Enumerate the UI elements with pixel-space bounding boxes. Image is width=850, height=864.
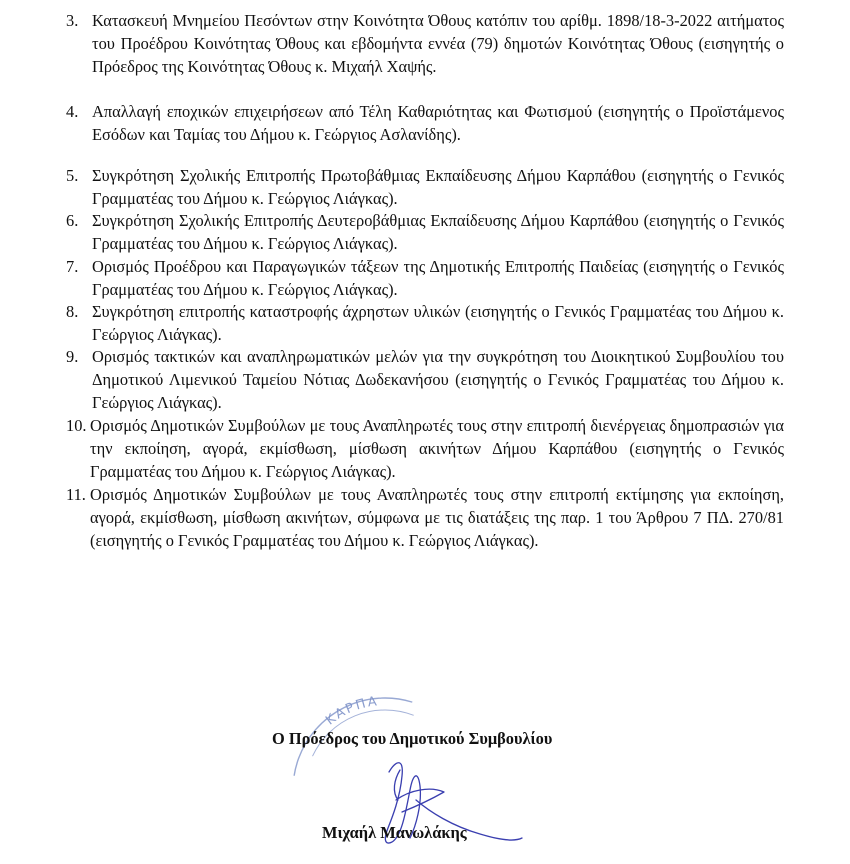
- item-number: 3.: [66, 11, 79, 30]
- item-text: Απαλλαγή εποχικών επιχειρήσεων από Τέλη Καθαριότητας και Φωτισμού (εισηγητής ο Προϊστάμενος Εσόδων και Ταμίας του Δήμου κ. Γεώργιος Ασλανίδης).: [92, 102, 784, 144]
- signatory-title: Ο Πρόεδρος του Δημοτικού Συμβουλίου: [272, 729, 553, 748]
- item-number: 5.: [66, 166, 79, 185]
- item-text: Ορισμός Προέδρου και Παραγωγικών τάξεων της Δημοτικής Επιτροπής Παιδείας (εισηγητής ο Γενικός Γραμματέας του Δήμου κ. Γεώργιος Λιάγκας).: [92, 257, 784, 299]
- item-number: 6.: [66, 211, 79, 230]
- item-number: 4.: [66, 102, 79, 121]
- item-number: 10.: [66, 416, 87, 435]
- svg-text:ΚΑΡΠΑ: ΚΑΡΠΑ: [323, 694, 380, 729]
- item-text: Ορισμός Δημοτικών Συμβούλων με τους Αναπληρωτές τους στην επιτροπή εκτίμησης για εκποίηση, αγορά, εκμίσθωση, μίσθωση ακινήτων, σύμφωνα με τις διατάξεις της παρ. 1 του Άρθρου 7 ΠΔ. 270/81 (εισηγητής ο Γενικός Γραμματέας του Δήμου κ. Γεώργιος Λιάγκας).: [90, 485, 784, 550]
- signatory-name: Μιχαήλ Μανωλάκης: [322, 823, 467, 842]
- item-text: Συγκρότηση επιτροπής καταστροφής άχρηστων υλικών (εισηγητής ο Γενικός Γραμματέας του Δήμου κ. Γεώργιος Λιάγκας).: [92, 302, 784, 344]
- item-text: Ορισμός Δημοτικών Συμβούλων με τους Αναπληρωτές τους στην επιτροπή διενέργειας δημοπρασιών για την εκποίηση, αγορά, εκμίσθωση, μίσθωση ακινήτων Δήμου Καρπάθου (εισηγητής ο Γενικός Γραμματέας του Δήμου κ. Γεώργιος Λιάγκας).: [90, 416, 784, 481]
- item-text: Συγκρότηση Σχολικής Επιτροπής Πρωτοβάθμιας Εκπαίδευσης Δήμου Καρπάθου (εισηγητής ο Γενικός Γραμματέας του Δήμου κ. Γεώργιος Λιάγκας).: [92, 166, 784, 208]
- item-number: 11.: [66, 485, 86, 504]
- item-text: Ορισμός τακτικών και αναπληρωματικών μελών για την συγκρότηση του Διοικητικού Συμβουλίου του Δημοτικού Λιμενικού Ταμείου Νότιας Δωδεκανήσου (εισηγητής ο Γενικός Γραμματέας του Δήμου κ. Γεώργιος Λιάγκας).: [92, 347, 784, 412]
- item-text: Συγκρότηση Σχολικής Επιτροπής Δευτεροβάθμιας Εκπαίδευσης Δήμου Καρπάθου (εισηγητής ο Γενικός Γραμματέας του Δήμου κ. Γεώργιος Λιάγκας).: [92, 211, 784, 253]
- item-number: 9.: [66, 347, 79, 366]
- item-text: Κατασκευή Μνημείου Πεσόντων στην Κοινότητα Όθους κατόπιν του αρίθμ. 1898/18-3-2022 αιτήματος του Προέδρου Κοινότητας Όθους και εβδομήντα εννέα (79) δημοτών Κοινότητας Όθους (εισηγητής ο Πρόεδρος της Κοινότητας Όθους κ. Μιχαήλ Χαψής.: [92, 11, 784, 76]
- item-number: 7.: [66, 257, 79, 276]
- item-number: 8.: [66, 302, 79, 321]
